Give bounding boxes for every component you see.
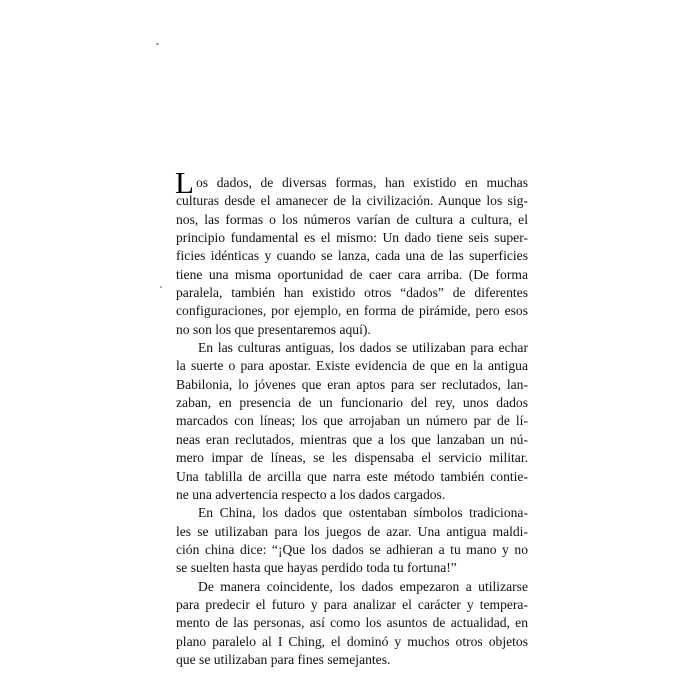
text-line: que se utilizaban para fines semejantes. <box>176 651 391 667</box>
text-line: plano paralelo al I Ching, el dominó y muchos otros objetos <box>176 633 528 649</box>
text-line: En las culturas antiguas, los dados se utilizaban para echar <box>198 340 528 356</box>
text-line: De manera coincidente, los dados empezaron a utilizarse <box>198 578 528 594</box>
text-line: paralela, también han existido otros “dados” de diferentes <box>176 285 528 301</box>
first-line <box>175 165 528 200</box>
text-line: Babilonia, lo jóvenes que eran aptos para ser reclutados, lan- <box>176 376 528 392</box>
text-line: les se utilizaban para los juegos de azar. Una antigua maldi- <box>176 523 528 539</box>
text-line: la suerte o para apostar. Existe evidencia de que en la antigua <box>176 358 528 374</box>
text-line: para predecir el futuro y para analizar el carácter y tempera- <box>176 596 528 612</box>
drop-cap: L <box>175 165 194 200</box>
text-column <box>175 165 528 669</box>
text-line: ción china dice: “¡Que los dados se adhieran a tu mano y no <box>176 541 528 557</box>
paragraph-2 <box>176 339 528 504</box>
text-line: no son los que presentaremos aquí). <box>176 321 371 337</box>
text-line: culturas desde el amanecer de la civilización. Aunque los sig- <box>176 193 528 209</box>
scan-speck <box>160 286 162 288</box>
text-line: En China, los dados que ostentaban símbolos tradiciona- <box>198 505 528 521</box>
text-line: mento de las personas, así como los asuntos de actualidad, en <box>176 615 528 631</box>
text-line: nos, las formas o los números varían de cultura a cultura, el <box>176 211 528 227</box>
text-line: neas eran reclutados, mientras que a los que lanzaban un nú- <box>176 431 528 447</box>
text-line: mero impar de líneas, se les dispensaba el servicio militar. <box>176 450 528 466</box>
paragraph-4 <box>176 578 528 670</box>
text-line: ne una advertencia respecto a los dados cargados. <box>176 486 446 502</box>
text-line: Una tablilla de arcilla que narra este método también contie- <box>176 468 528 484</box>
text-line: se suelten hasta que hayas perdido toda tu fortuna!” <box>176 560 457 576</box>
paragraph-1 <box>175 165 528 339</box>
text-line: configuraciones, por ejemplo, en forma de pirámide, pero esos <box>176 303 528 319</box>
text-line: ficies idénticas y cuando se lanza, cada una de las superficies <box>176 248 528 264</box>
scan-speck <box>156 43 159 45</box>
text-line: zaban, en presencia de un funcionario del rey, unos dados <box>176 395 528 411</box>
text-line: marcados con líneas; los que arrojaban un número par de lí- <box>176 413 528 429</box>
text-line: os dados, de diversas formas, han existido en muchas <box>196 175 528 190</box>
text-line: principio fundamental es el mismo: Un dado tiene seis super- <box>176 230 528 246</box>
paragraph-3 <box>176 504 528 577</box>
text-line: tiene una misma oportunidad de caer cara arriba. (De forma <box>176 266 528 282</box>
